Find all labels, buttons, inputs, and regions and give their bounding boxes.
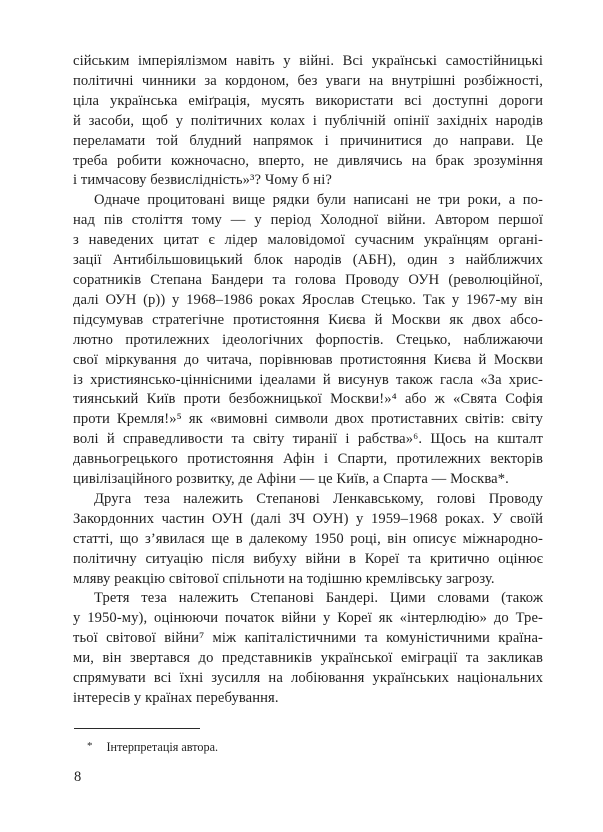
text-line: статті, що з’явилася ще в далекому 1950 році, він описує міжнародно-: [73, 530, 543, 547]
text-line: Друга теза належить Степанові Ленкавському, голові Проводу: [94, 490, 543, 507]
footnote-text: Інтерпретація автора.: [106, 740, 219, 754]
text-line: мляву реакцію світової спільноти на тодішню кремлівську загрозу.: [73, 570, 495, 587]
text-line: лютно протилежних ідеологічних форпостів. Стецько, наближаючи: [73, 331, 543, 348]
text-line: волі й справедливости та світу тиранії і рабства»⁶. Щось на кшталт: [73, 431, 543, 448]
text-line: цивілізаційного розвитку, де Афіни — це Київ, а Спарта — Москва*.: [73, 471, 509, 488]
text-line: у 1950-му), оцінюючи початок війни у Кореї як «інтерлюдію» до Тре-: [73, 610, 543, 627]
text-line: Третя теза належить Степанові Бандері. Цими словами (також: [94, 590, 543, 607]
text-line: далі ОУН (р)) у 1968–1986 роках Ярослав Стецько. Так у 1967-му він: [73, 291, 543, 308]
footnote-marker: *: [87, 740, 93, 752]
paragraph: [73, 589, 543, 708]
text-line: Закордонних частин ОУН (далі ЗЧ ОУН) у 1959–1968 роках. У своїй: [73, 510, 543, 527]
paragraph: [73, 191, 543, 490]
text-line: над пів століття тому — у період Холодної війни. Автором першої: [73, 212, 543, 229]
text-line: сійським імперіялізмом навіть у війні. Всі українські самостійницькі: [73, 53, 543, 69]
text-line: свої міркування до читача, порівнював протистояння Києва й Москви: [73, 351, 543, 368]
text-line: політичну ситуацію після вибуху війни в Кореї та критично оцінює: [73, 550, 543, 567]
paragraph: [73, 490, 543, 590]
text-line: соратників Степана Бандери та голова Проводу ОУН (революційної,: [73, 271, 543, 288]
text-line: тиянський Київ проти безбожницької Москви!»⁴ або ж «Свята Софія: [73, 391, 543, 408]
text-line: й засоби, щоб у політичних колах і публічній опінії західніх народів: [73, 112, 543, 129]
text-line: давньогрецького протистояння Афін і Спарти, протилежних векторів: [73, 451, 543, 468]
text-line: треба робити кожночасно, вперто, не дивлячись на брак зрозуміння: [73, 152, 543, 169]
text-line: з наведених цитат є лідер маловідомої сучасним українцям органі-: [73, 232, 543, 249]
text-line: ми, він звертався до представників української еміграції та закликав: [73, 650, 543, 667]
text-line: ціла українська еміґрація, мусять використати всі доступні дороги: [73, 92, 543, 109]
text-line: тьої світової війни⁷ між капіталістичними та комуністичними країна-: [73, 630, 543, 647]
page-number: 8: [74, 769, 82, 785]
text-line: із християнсько-ціннісними ідеалами й висунув також гасла «За хрис-: [73, 371, 543, 388]
footnote: [74, 738, 543, 755]
paragraph: [73, 52, 543, 191]
text-line: зації Антибільшовицький блок народів (АБН), один з найближчих: [73, 252, 543, 269]
text-line: Одначе процитовані вище рядки були написані не три роки, а по-: [94, 192, 543, 209]
text-block: [73, 52, 543, 709]
text-line: політичні чинники за кордоном, без уваги на внутрішні розбіжності,: [73, 72, 543, 89]
text-line: спрямувати всі їхні зусилля на лобіювання українських національних: [73, 670, 543, 687]
text-line: і тимчасову безвислідність»³? Чому б ні?: [73, 172, 332, 189]
text-line: переламати той блудний напрямок і причинитися до направи. Це: [73, 132, 543, 149]
text-line: підсумував стратегічне протистояння Києва й Москви як двох абсо-: [73, 311, 543, 328]
text-line: проти Кремля!»⁵ як «вимовні символи двох протиставних світів: світу: [73, 411, 543, 428]
text-line: інтересів у країнах перебування.: [73, 690, 279, 706]
footnote-divider: [74, 728, 200, 729]
